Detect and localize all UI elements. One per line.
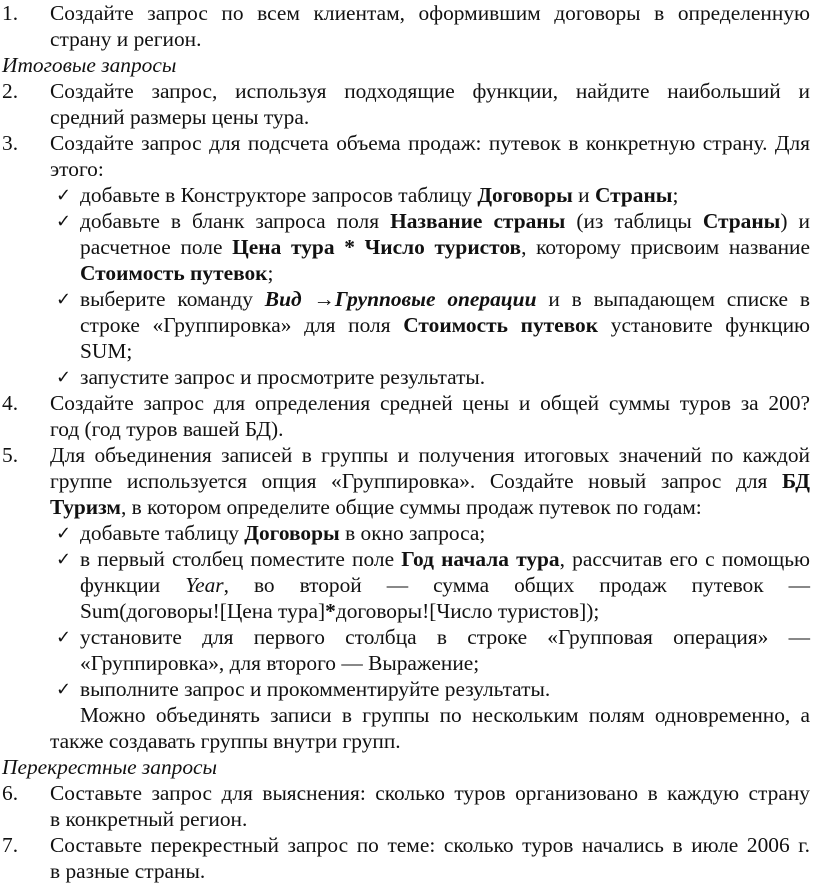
text: страну и регион. — [50, 27, 202, 51]
text: Для объединения записей в группы и получения итоговых значений по каждой — [50, 443, 810, 467]
list-item-3-cont — [0, 157, 816, 183]
checklist-item — [0, 625, 816, 651]
text: ) и — [780, 209, 810, 233]
text: также создавать группы внутри групп. — [50, 729, 401, 753]
text: запустите запрос и просмотрите результаты. — [80, 365, 486, 389]
text: добавьте в Конструкторе запросов таблицу — [80, 183, 478, 207]
bold-term: Договоры — [244, 521, 340, 545]
text: добавьте таблицу — [80, 521, 245, 545]
text: средний размеры цены тура. — [50, 105, 310, 129]
text: выберите команду — [80, 287, 265, 311]
checkmark-icon: ✓ — [56, 627, 72, 648]
item-number: 4. — [2, 391, 19, 415]
list-item-5-cont — [0, 469, 816, 495]
text: группе используется опция «Группировка». Создайте новый запрос для — [50, 469, 782, 493]
list-item-3 — [0, 131, 816, 157]
item-number: 7. — [2, 833, 19, 857]
note-paragraph-cont — [0, 729, 816, 755]
section-heading-crosstab: Перекрестные запросы — [2, 755, 218, 779]
text: Sum(договоры![Цена тура] — [80, 599, 326, 623]
checkmark-icon: ✓ — [56, 185, 72, 206]
list-item-6 — [0, 781, 816, 807]
text: Составьте запрос для выяснения: сколько туров организовано в каждую страну — [50, 781, 810, 805]
checklist-item-cont — [0, 235, 816, 261]
note-paragraph — [0, 703, 816, 729]
bold-term: Стоимость путевок — [403, 313, 599, 337]
text: Создайте запрос, используя подходящие функции, найдите наибольший и — [50, 79, 810, 103]
text: договоры![Число туристов]); — [335, 599, 600, 623]
text: выполните запрос и прокомментируйте результаты. — [80, 677, 551, 701]
checklist-item-cont — [0, 599, 816, 625]
list-item-1-cont — [0, 27, 816, 53]
text: Создайте запрос для определения средней цены и общей суммы туров за 200? — [50, 391, 810, 415]
menu-command: Вид →Групповые операции — [264, 287, 537, 311]
item-number: 2. — [2, 79, 19, 103]
bold-term: Название страны — [390, 209, 566, 233]
item-number: 1. — [2, 1, 19, 25]
text: ; — [672, 183, 679, 207]
bold-term: Стоимость путевок — [80, 261, 268, 285]
list-item-2-cont — [0, 105, 816, 131]
checkmark-icon: ✓ — [56, 679, 72, 700]
checkmark-icon: ✓ — [56, 549, 72, 570]
list-item-5-cont — [0, 495, 816, 521]
bold-term: Цена тура * Число туристов — [232, 235, 522, 259]
checklist-item — [0, 183, 816, 209]
item-number: 5. — [2, 443, 19, 467]
item-number: 3. — [2, 131, 19, 155]
text: (из таблицы — [565, 209, 703, 233]
text: функции — [80, 573, 186, 597]
text: год (год туров вашей БД). — [50, 417, 284, 441]
text: расчетное поле — [80, 235, 233, 259]
list-item-6-cont — [0, 807, 816, 833]
text: Можно объединять записи в группы по нескольким полям одновременно, а — [80, 703, 810, 727]
checklist-item-cont — [0, 573, 816, 599]
checklist-item — [0, 365, 816, 391]
section-heading-totals: Итоговые запросы — [2, 53, 177, 77]
text: , в котором определите общие суммы продаж путевок по годам: — [120, 495, 702, 519]
checklist-item — [0, 677, 816, 703]
text: этого: — [50, 157, 104, 181]
checklist-item — [0, 521, 816, 547]
text: строке «Группировка» для поля — [80, 313, 404, 337]
list-item-1 — [0, 1, 816, 27]
bold-term: БД — [781, 469, 810, 493]
list-item-2 — [0, 79, 816, 105]
text: в разные страны. — [50, 859, 206, 883]
text: Создайте запрос для подсчета объема продаж: путевок в конкретную страну. Для — [50, 131, 810, 155]
bold-term: Страны — [594, 183, 673, 207]
text: SUM; — [80, 339, 133, 363]
text: , которому присвоим название — [521, 235, 810, 259]
text: , во второй — сумма общих продаж путевок — — [223, 573, 810, 597]
text: ; — [267, 261, 274, 285]
bold-term: * — [325, 599, 336, 623]
text: установите для первого столбца в строке «Групповая операция» — — [80, 625, 810, 649]
checkmark-icon: ✓ — [56, 289, 72, 310]
checklist-item — [0, 287, 816, 313]
list-item-4-cont — [0, 417, 816, 443]
text: установите функцию — [598, 313, 810, 337]
list-item-4 — [0, 391, 816, 417]
checkmark-icon: ✓ — [56, 211, 72, 232]
list-item-7 — [0, 833, 816, 859]
text: в конкретный регион. — [50, 807, 248, 831]
text: Создайте запрос по всем клиентам, оформившим договоры в определенную — [50, 1, 810, 25]
text: добавьте в бланк запроса поля — [80, 209, 391, 233]
checkmark-icon: ✓ — [56, 367, 72, 388]
text: «Группировка», для второго — Выражение; — [80, 651, 480, 675]
function-name: Year — [185, 573, 224, 597]
checklist-item — [0, 547, 816, 573]
bold-term: Страны — [702, 209, 781, 233]
text: в первый столбец поместите поле — [80, 547, 402, 571]
text: в окно запроса; — [339, 521, 486, 545]
text: и — [572, 183, 595, 207]
item-number: 6. — [2, 781, 19, 805]
text: и в выпадающем списке в — [536, 287, 810, 311]
list-item-7-cont — [0, 859, 816, 885]
checklist-item-cont — [0, 313, 816, 339]
checklist-item — [0, 209, 816, 235]
checklist-item-cont — [0, 339, 816, 365]
text: Составьте перекрестный запрос по теме: сколько туров начались в июле 2006 г. — [50, 833, 810, 857]
bold-term: Год начала тура — [401, 547, 560, 571]
list-item-5 — [0, 443, 816, 469]
checklist-item-cont — [0, 261, 816, 287]
bold-term: Туризм — [50, 495, 121, 519]
bold-term: Договоры — [477, 183, 573, 207]
text: , рассчитав его с помощью — [559, 547, 810, 571]
checklist-item-cont — [0, 651, 816, 677]
checkmark-icon: ✓ — [56, 523, 72, 544]
